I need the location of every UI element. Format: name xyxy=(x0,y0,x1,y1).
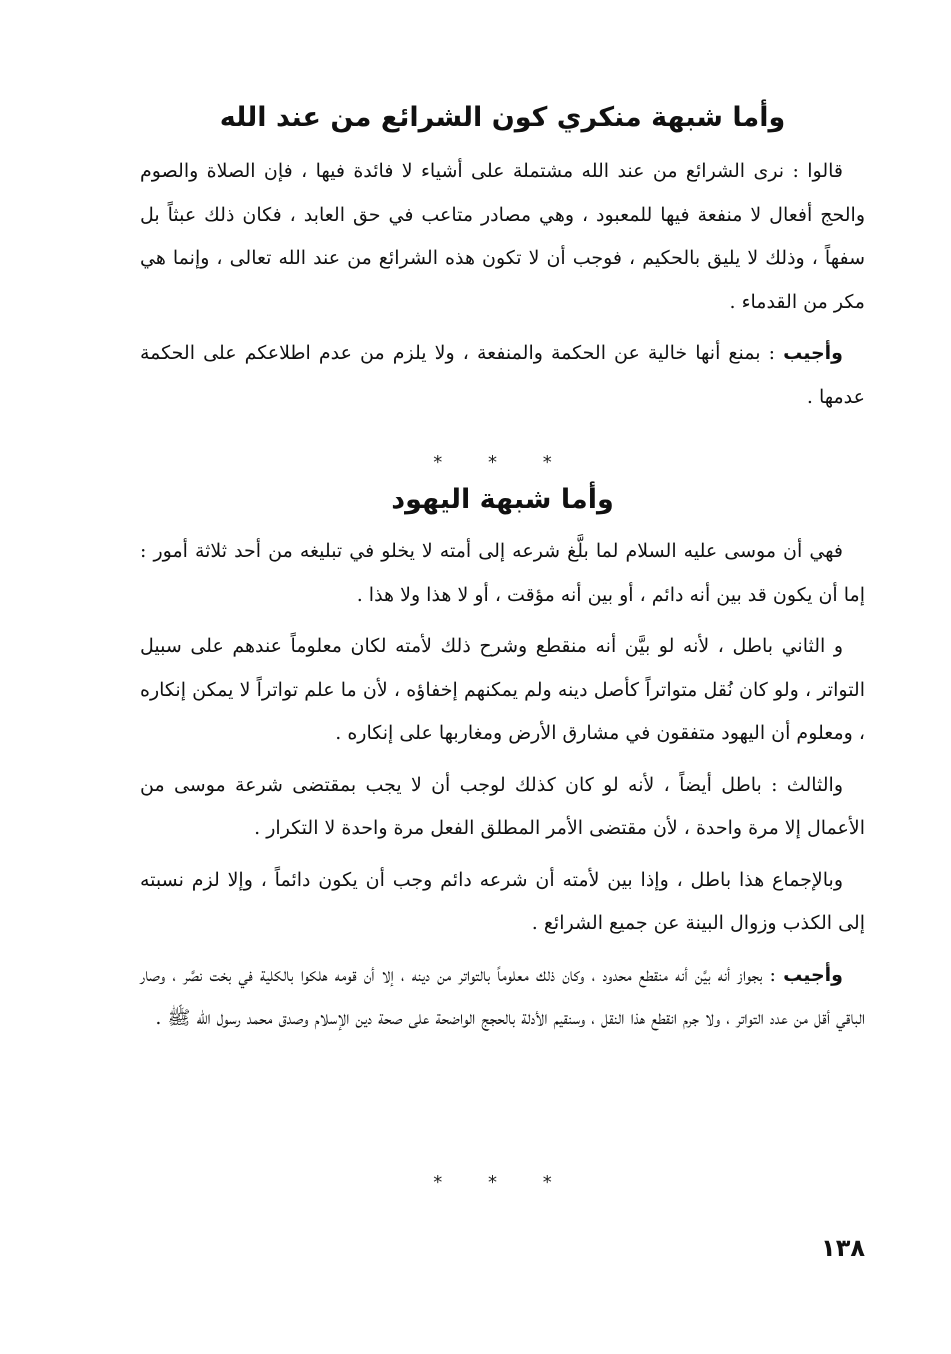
paragraph-objection: قالوا : نرى الشرائع من عند الله مشتملة على أشياء لا فائدة فيها ، فإن الصلاة والصوم والحج أفعال لا منفعة فيها للمعبود ، وهي مصادر متاعب في حق العابد ، فكان ذلك عبثاً بل سفهاً ، وذلك لا يليق بالحكيم ، فوجب أن لا تكون هذه الشرائع من عند الله تعالى ، وإنما هي مكر من القدماء . xyxy=(140,160,865,313)
section-title-yahud: وأما شبهة اليهود xyxy=(391,484,614,515)
answer-lead: وأجيب xyxy=(783,963,843,986)
answer-lead: وأجيب xyxy=(783,342,843,364)
paragraph-consensus: وبالإجماع هذا باطل ، وإذا بين لأمته أن شرعه دائم وجب أن يكون دائماً ، وإلا لزم نسبته إلى الكذب وزوال البينة عن جميع الشرائع . xyxy=(140,868,865,934)
answer-text: : بجواز أنه بيَّن أنه منقطع محدود ، وكان ذلك معلوماً بالتواتر من دينه ، إلا أن قومه هلكوا بالكلية في بخت نصَّر ، وصار الباقي أقل من عدد التواتر ، ولا جرم انقطع هذا النقل ، وسنقيم الأدلة بالحجج الواضحة على صحة دين الإسلام وصدق محمد رسول الله ﷺ . xyxy=(140,963,865,1029)
paragraph-answer xyxy=(140,954,865,1041)
section-body-yahud xyxy=(140,530,865,1049)
page-number: ١٣٨ xyxy=(821,1234,865,1262)
answer-text: : بمنع أنها خالية عن الحكمة والمنفعة ، ولا يلزم من عدم اطلاعكم على الحكمة عدمها . xyxy=(140,342,865,408)
section-body-sharai xyxy=(140,150,865,427)
separator-stars: * * * xyxy=(433,1172,572,1193)
paragraph-answer xyxy=(140,332,865,419)
paragraph-third: والثالث : باطل أيضاً ، لأنه لو كان كذلك لوجب أن لا يجب بمقتضى شرعة موسى من الأعمال إلا مرة واحدة ، لأن مقتضى الأمر المطلق الفعل مرة واحدة لا التكرار . xyxy=(140,773,865,839)
section-title-sharai: وأما شبهة منكري كون الشرائع من عند الله xyxy=(219,102,786,133)
separator-stars: * * * xyxy=(433,452,572,473)
paragraph-intro: فهي أن موسى عليه السلام لما بلَّغ شرعه إلى أمته لا يخلو في تبليغه من أحد ثلاثة أمور : إما أن يكون قد بين أنه دائم ، أو بين أنه مؤقت ، أو لا هذا ولا هذا . xyxy=(140,540,865,606)
paragraph-second: و الثاني باطل ، لأنه لو بيَّن أنه منقطع وشرح ذلك لأمته لكان معلوماً عندهم على سبيل التواتر ، ولو كان نُقل متواتراً كأصل دينه ولم يمكنهم إخفاؤه ، لأن ما علم تواتراً لا يمكن إنكاره ، ومعلوم أن اليهود متفقون في مشارق الأرض ومغاربها على إنكاره . xyxy=(140,635,865,744)
